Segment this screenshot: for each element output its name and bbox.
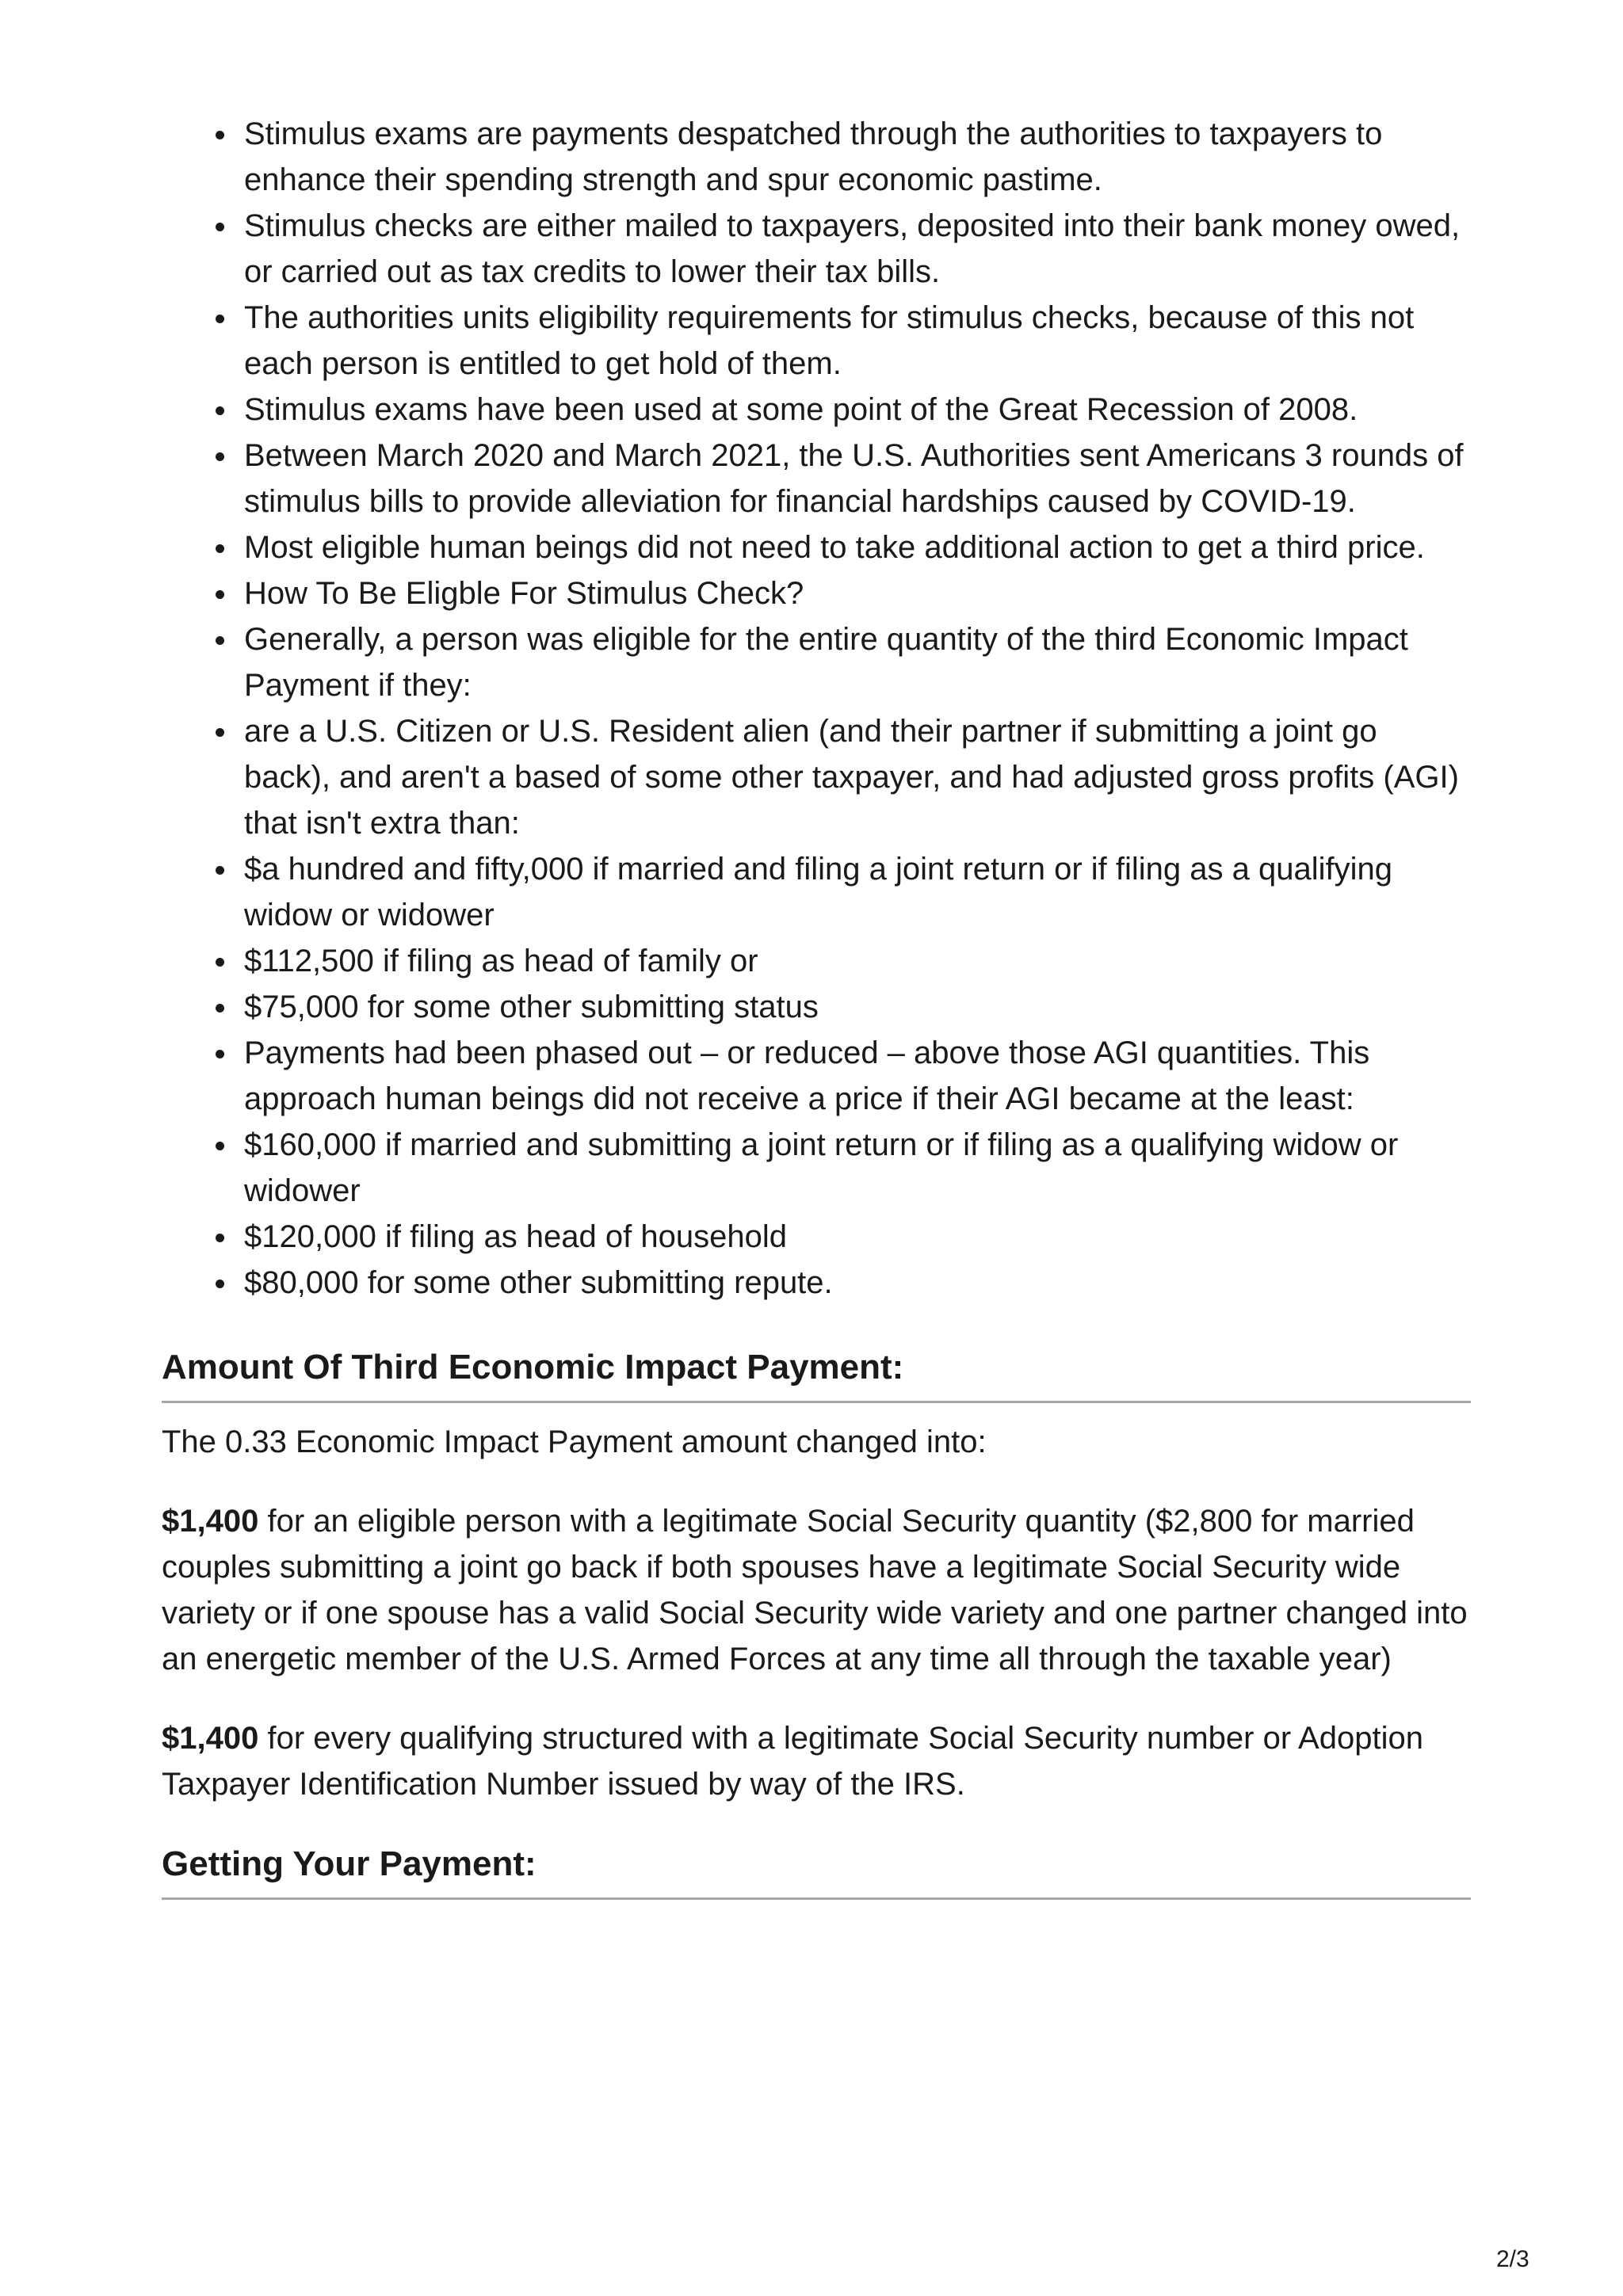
list-item: Payments had been phased out – or reduced – above those AGI quantities. This approach human beings did not receive a price if their AGI became at the least: xyxy=(244,1030,1471,1122)
page-number: 2/3 xyxy=(1496,2246,1529,2272)
list-item: Most eligible human beings did not need to take additional action to get a third price. xyxy=(244,524,1471,570)
amount-description: for every qualifying structured with a legitimate Social Security number or Adoption Taxpayer Identification Number issued by way of the IRS. xyxy=(162,1721,1423,1802)
stimulus-bullet-list xyxy=(162,111,1471,1306)
list-item: Generally, a person was eligible for the entire quantity of the third Economic Impact Payment if they: xyxy=(244,616,1471,708)
list-item: $75,000 for some other submitting status xyxy=(244,984,1471,1030)
list-item: How To Be Eligble For Stimulus Check? xyxy=(244,570,1471,616)
list-item: Stimulus checks are either mailed to taxpayers, deposited into their bank money owed, or carried out as tax credits to lower their tax bills. xyxy=(244,203,1471,295)
amount-paragraph-dependent xyxy=(162,1715,1471,1807)
list-item: $80,000 for some other submitting repute. xyxy=(244,1260,1471,1306)
amount-paragraph-individual xyxy=(162,1498,1471,1682)
section-heading-getting-payment: Getting Your Payment: xyxy=(162,1842,1471,1900)
list-item: Stimulus exams are payments despatched through the authorities to taxpayers to enhance their spending strength and spur economic pastime. xyxy=(244,111,1471,203)
list-item: Stimulus exams have been used at some point of the Great Recession of 2008. xyxy=(244,387,1471,433)
document-page xyxy=(162,111,1471,1900)
list-item: $a hundred and fifty,000 if married and filing a joint return or if filing as a qualifying widow or widower xyxy=(244,846,1471,938)
amount-intro-paragraph: The 0.33 Economic Impact Payment amount changed into: xyxy=(162,1425,987,1459)
list-item: $120,000 if filing as head of household xyxy=(244,1214,1471,1260)
amount-value: $1,400 xyxy=(162,1504,259,1539)
amount-value: $1,400 xyxy=(162,1721,259,1756)
list-item: are a U.S. Citizen or U.S. Resident alien (and their partner if submitting a joint go back), and aren't a based of some other taxpayer, and had adjusted gross profits (AGI) that isn't extra than: xyxy=(244,708,1471,846)
amount-description: for an eligible person with a legitimate Social Security quantity ($2,800 for married couples submitting a joint go back if both spouses have a legitimate Social Security wide variety or if one spouse has a valid Social Security wide variety and one partner changed into an energetic member of the U.S. Armed Forces at any time all through the taxable year) xyxy=(162,1504,1468,1676)
section-heading-amount: Amount Of Third Economic Impact Payment: xyxy=(162,1345,1471,1403)
list-item: Between March 2020 and March 2021, the U.S. Authorities sent Americans 3 rounds of stimulus bills to provide alleviation for financial hardships caused by COVID-19. xyxy=(244,433,1471,524)
list-item: The authorities units eligibility requirements for stimulus checks, because of this not each person is entitled to get hold of them. xyxy=(244,295,1471,387)
list-item: $160,000 if married and submitting a joint return or if filing as a qualifying widow or widower xyxy=(244,1122,1471,1214)
list-item: $112,500 if filing as head of family or xyxy=(244,938,1471,984)
